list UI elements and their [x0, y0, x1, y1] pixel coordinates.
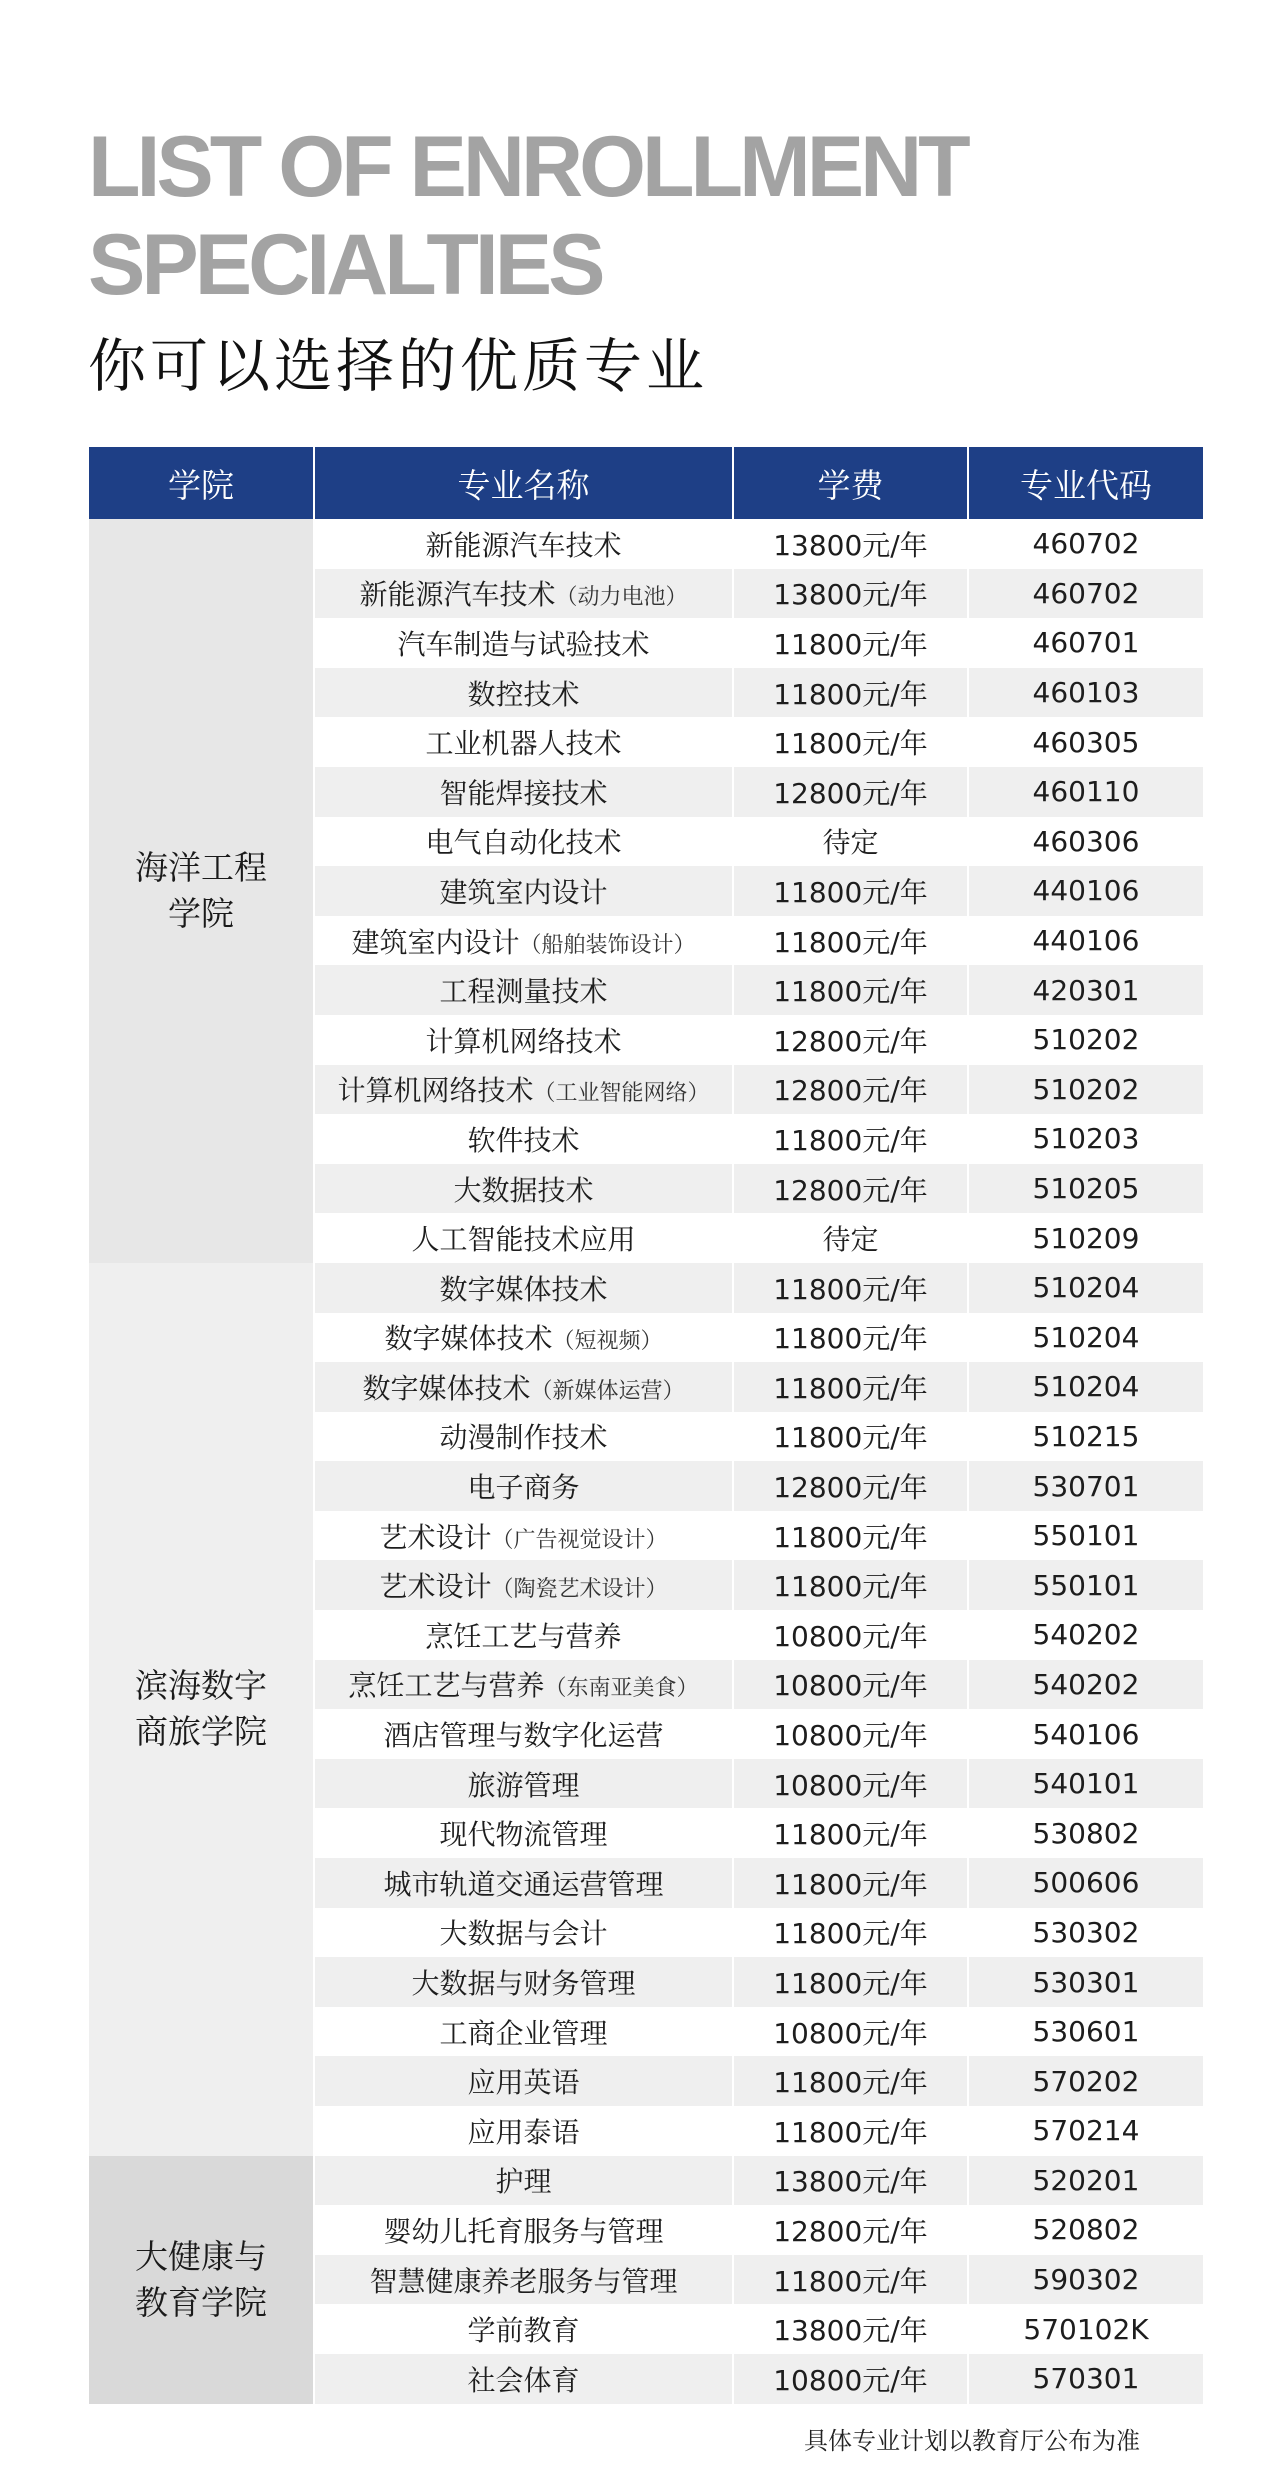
specialty-code-cell: 510204	[968, 1263, 1203, 1313]
college-name-line: 海洋工程	[135, 847, 267, 887]
english-title	[88, 118, 1188, 314]
tuition-cell: 12800元/年	[733, 1065, 968, 1115]
specialty-name-cell	[314, 2354, 733, 2404]
specialty-name: 护理	[495, 2165, 552, 2199]
specialty-name: 电子商务	[467, 1471, 580, 1505]
tuition-cell: 11800元/年	[733, 1412, 968, 1462]
specialty-name-cell	[314, 965, 733, 1015]
college-name-line: 大健康与	[135, 2236, 267, 2276]
specialty-name: 汽车制造与试验技术	[397, 627, 650, 661]
tuition-cell: 11800元/年	[733, 2056, 968, 2106]
specialty-name-cell	[314, 1263, 733, 1313]
tuition-cell: 11800元/年	[733, 1263, 968, 1313]
tuition-cell: 10800元/年	[733, 1610, 968, 1660]
specialty-code-cell: 540101	[968, 1759, 1203, 1809]
specialty-name: 人工智能技术应用	[411, 1223, 636, 1257]
specialty-name-cell	[314, 2056, 733, 2106]
specialty-direction-note: （短视频）	[552, 1329, 663, 1355]
table-header-row	[89, 447, 1203, 519]
tuition-cell: 待定	[733, 817, 968, 867]
specialty-name-cell	[314, 1610, 733, 1660]
specialty-name-cell	[314, 2304, 733, 2354]
tuition-cell: 12800元/年	[733, 1164, 968, 1214]
specialty-name: 学前教育	[467, 2314, 580, 2348]
tuition-cell: 11800元/年	[733, 1560, 968, 1610]
table-row	[89, 519, 1203, 569]
specialty-name: 智慧健康养老服务与管理	[369, 2264, 678, 2298]
specialty-name-cell	[314, 569, 733, 619]
specialty-code-cell: 570214	[968, 2106, 1203, 2156]
english-title-line-2: SPECIALTIES	[88, 217, 602, 313]
specialty-name-cell	[314, 916, 733, 966]
specialty-code-cell: 520201	[968, 2156, 1203, 2206]
specialty-name: 旅游管理	[467, 1768, 580, 1802]
specialty-code-cell: 440106	[968, 916, 1203, 966]
specialty-direction-note: （陶瓷艺术设计）	[491, 1577, 668, 1603]
specialty-code-cell: 460103	[968, 668, 1203, 718]
specialty-name: 数字媒体技术	[362, 1371, 531, 1405]
specialty-name-cell	[314, 1114, 733, 1164]
specialty-name: 动漫制作技术	[439, 1421, 608, 1455]
specialty-name-cell	[314, 1362, 733, 1412]
specialty-code-cell: 510209	[968, 1213, 1203, 1263]
specialty-name-cell	[314, 1858, 733, 1908]
specialty-name: 烹饪工艺与营养	[348, 1669, 545, 1703]
tuition-cell: 10800元/年	[733, 2354, 968, 2404]
specialty-code-cell: 510215	[968, 1412, 1203, 1462]
table-body	[89, 519, 1203, 2404]
specialty-name-cell	[314, 1511, 733, 1561]
specialty-name-cell	[314, 767, 733, 817]
tuition-cell: 10800元/年	[733, 2007, 968, 2057]
specialty-direction-note: （船舶装饰设计）	[519, 932, 696, 958]
english-title-line-1: LIST OF ENROLLMENT	[88, 119, 967, 215]
college-cell	[89, 1263, 314, 2156]
tuition-cell: 11800元/年	[733, 1313, 968, 1363]
footnote: 具体专业计划以教育厅公布为准	[804, 2427, 1140, 2455]
specialty-name: 酒店管理与数字化运营	[383, 1719, 664, 1753]
specialty-code-cell: 460305	[968, 717, 1203, 767]
tuition-cell: 10800元/年	[733, 1709, 968, 1759]
tuition-cell: 13800元/年	[733, 2156, 968, 2206]
specialty-name: 计算机网络技术	[425, 1024, 622, 1058]
specialty-code-cell: 510205	[968, 1164, 1203, 1214]
specialty-name: 大数据与财务管理	[411, 1967, 636, 2001]
specialty-name: 计算机网络技术	[337, 1074, 534, 1108]
specialty-code-cell: 510203	[968, 1114, 1203, 1164]
tuition-cell: 11800元/年	[733, 1362, 968, 1412]
specialty-code-cell: 540106	[968, 1709, 1203, 1759]
specialty-code-cell: 460702	[968, 519, 1203, 569]
specialty-name-cell	[314, 2205, 733, 2255]
specialty-name-cell	[314, 1213, 733, 1263]
specialty-code-cell: 590302	[968, 2255, 1203, 2305]
specialty-code-cell: 570102K	[968, 2304, 1203, 2354]
tuition-cell: 11800元/年	[733, 2106, 968, 2156]
college-cell	[89, 519, 314, 1263]
specialty-name-cell	[314, 668, 733, 718]
tuition-cell: 11800元/年	[733, 668, 968, 718]
tuition-cell: 11800元/年	[733, 1114, 968, 1164]
specialty-name: 烹饪工艺与营养	[425, 1619, 622, 1653]
specialty-direction-note: （工业智能网络）	[533, 1081, 710, 1107]
specialty-direction-note: （广告视觉设计）	[491, 1527, 668, 1553]
specialty-code-cell: 530302	[968, 1908, 1203, 1958]
specialty-code-cell: 510204	[968, 1362, 1203, 1412]
header-specialty-code: 专业代码	[968, 447, 1203, 519]
specialty-name-cell	[314, 1015, 733, 1065]
tuition-cell: 13800元/年	[733, 519, 968, 569]
tuition-cell: 11800元/年	[733, 866, 968, 916]
specialty-code-cell: 570202	[968, 2056, 1203, 2106]
specialty-name-cell	[314, 1808, 733, 1858]
specialty-code-cell: 460702	[968, 569, 1203, 619]
tuition-cell: 11800元/年	[733, 1511, 968, 1561]
tuition-cell: 11800元/年	[733, 1908, 968, 1958]
specialty-code-cell: 510202	[968, 1015, 1203, 1065]
specialty-code-cell: 440106	[968, 866, 1203, 916]
tuition-cell: 11800元/年	[733, 916, 968, 966]
specialty-name-cell	[314, 1313, 733, 1363]
specialty-code-cell: 460306	[968, 817, 1203, 867]
specialty-name: 应用英语	[467, 2066, 580, 2100]
specialty-code-cell: 510204	[968, 1313, 1203, 1363]
specialty-code-cell: 570301	[968, 2354, 1203, 2404]
specialty-name: 建筑室内设计	[351, 925, 520, 959]
specialty-name: 艺术设计	[379, 1570, 492, 1604]
tuition-cell: 13800元/年	[733, 569, 968, 619]
specialty-name: 工商企业管理	[439, 2016, 608, 2050]
specialty-name-cell	[314, 1908, 733, 1958]
tuition-cell: 11800元/年	[733, 965, 968, 1015]
tuition-cell: 12800元/年	[733, 1015, 968, 1065]
specialty-code-cell: 530601	[968, 2007, 1203, 2057]
specialty-code-cell: 520802	[968, 2205, 1203, 2255]
tuition-cell: 11800元/年	[733, 618, 968, 668]
specialty-name: 数字媒体技术	[384, 1322, 553, 1356]
specialty-code-cell: 500606	[968, 1858, 1203, 1908]
college-name-line: 商旅学院	[135, 1712, 267, 1752]
specialty-name-cell	[314, 1164, 733, 1214]
header-college: 学院	[89, 447, 314, 519]
specialty-code-cell: 530802	[968, 1808, 1203, 1858]
enrollment-table	[89, 447, 1203, 2404]
header-specialty-name: 专业名称	[314, 447, 733, 519]
specialty-name: 软件技术	[467, 1123, 580, 1157]
chinese-title: 你可以选择的优质专业	[88, 332, 709, 400]
specialty-name: 婴幼儿托育服务与管理	[383, 2214, 664, 2248]
specialty-name-cell	[314, 2255, 733, 2305]
specialty-code-cell: 550101	[968, 1511, 1203, 1561]
specialty-code-cell: 530701	[968, 1461, 1203, 1511]
specialty-code-cell: 540202	[968, 1660, 1203, 1710]
specialty-name-cell	[314, 618, 733, 668]
specialty-name: 智能焊接技术	[439, 776, 608, 810]
specialty-direction-note: （新媒体运营）	[530, 1378, 685, 1404]
table-row	[89, 2156, 1203, 2206]
specialty-name-cell	[314, 1412, 733, 1462]
specialty-code-cell: 550101	[968, 1560, 1203, 1610]
specialty-name: 建筑室内设计	[439, 875, 608, 909]
specialty-name-cell	[314, 2007, 733, 2057]
specialty-direction-note: （东南亚美食）	[544, 1676, 699, 1702]
tuition-cell: 11800元/年	[733, 1957, 968, 2007]
specialty-name: 电气自动化技术	[425, 826, 622, 860]
specialty-name: 新能源汽车技术	[359, 578, 556, 612]
college-name-line: 滨海数字	[135, 1666, 267, 1706]
specialty-name-cell	[314, 817, 733, 867]
specialty-name: 工业机器人技术	[425, 727, 622, 761]
specialty-name-cell	[314, 1560, 733, 1610]
specialty-code-cell: 460701	[968, 618, 1203, 668]
college-name-line: 教育学院	[135, 2282, 267, 2322]
specialty-name-cell	[314, 1660, 733, 1710]
tuition-cell: 10800元/年	[733, 1660, 968, 1710]
specialty-name: 艺术设计	[379, 1520, 492, 1554]
specialty-name-cell	[314, 1957, 733, 2007]
tuition-cell: 11800元/年	[733, 717, 968, 767]
tuition-cell: 12800元/年	[733, 767, 968, 817]
specialty-name: 大数据与会计	[439, 1917, 608, 1951]
tuition-cell: 11800元/年	[733, 1858, 968, 1908]
specialty-code-cell: 530301	[968, 1957, 1203, 2007]
specialty-name: 数控技术	[467, 677, 580, 711]
specialty-direction-note: （动力电池）	[555, 585, 688, 611]
specialty-name: 城市轨道交通运营管理	[383, 1867, 664, 1901]
tuition-cell: 12800元/年	[733, 2205, 968, 2255]
specialty-name-cell	[314, 717, 733, 767]
specialty-name: 工程测量技术	[439, 975, 608, 1009]
specialty-name-cell	[314, 1065, 733, 1115]
specialty-code-cell: 510202	[968, 1065, 1203, 1115]
specialty-code-cell: 540202	[968, 1610, 1203, 1660]
specialty-name: 现代物流管理	[439, 1818, 608, 1852]
specialty-code-cell: 460110	[968, 767, 1203, 817]
specialty-name: 应用泰语	[467, 2115, 580, 2149]
header-tuition: 学费	[733, 447, 968, 519]
tuition-cell: 11800元/年	[733, 2255, 968, 2305]
tuition-cell: 13800元/年	[733, 2304, 968, 2354]
tuition-cell: 10800元/年	[733, 1759, 968, 1809]
college-cell	[89, 2156, 314, 2404]
specialty-name-cell	[314, 1759, 733, 1809]
specialty-name-cell	[314, 2156, 733, 2206]
specialty-name-cell	[314, 866, 733, 916]
specialty-name: 新能源汽车技术	[425, 528, 622, 562]
tuition-cell: 12800元/年	[733, 1461, 968, 1511]
specialty-code-cell: 420301	[968, 965, 1203, 1015]
college-name-line: 学院	[168, 893, 234, 933]
tuition-cell: 11800元/年	[733, 1808, 968, 1858]
specialty-name: 大数据技术	[453, 1173, 594, 1207]
specialty-name: 社会体育	[467, 2363, 580, 2397]
specialty-name-cell	[314, 519, 733, 569]
specialty-name-cell	[314, 2106, 733, 2156]
specialty-name-cell	[314, 1461, 733, 1511]
table-row	[89, 1263, 1203, 1313]
specialty-name: 数字媒体技术	[439, 1272, 608, 1306]
tuition-cell: 待定	[733, 1213, 968, 1263]
specialty-name-cell	[314, 1709, 733, 1759]
